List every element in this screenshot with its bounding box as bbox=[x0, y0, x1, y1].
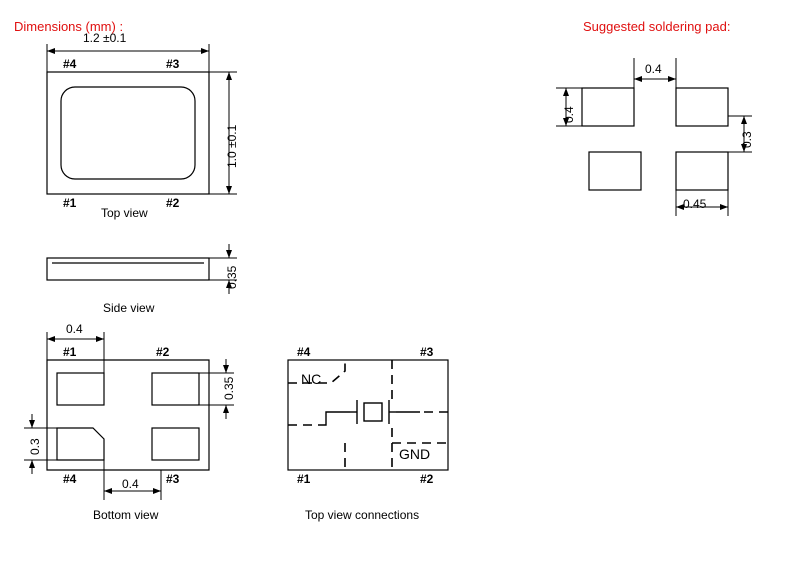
caption-top-view: Top view bbox=[101, 206, 148, 220]
top-view-width-label: 1.2 ±0.1 bbox=[83, 31, 127, 45]
top-view-pin-4: #4 bbox=[63, 57, 77, 71]
connections-pin-1: #1 bbox=[297, 472, 311, 486]
bottom-view-bottom-dim: 0.4 bbox=[122, 477, 139, 491]
connections-nc-label: NC bbox=[301, 371, 322, 387]
bottom-view-left-dim: 0.3 bbox=[28, 438, 42, 455]
heading-soldering-pad: Suggested soldering pad: bbox=[583, 19, 731, 34]
top-view-height-label: 1.0 ±0.1 bbox=[225, 124, 239, 168]
bottom-view-pin-1: #1 bbox=[63, 345, 77, 359]
soldering-right-height-label: 0.3 bbox=[740, 131, 754, 148]
soldering-gap-top-label: 0.4 bbox=[645, 62, 662, 76]
soldering-pads bbox=[582, 88, 728, 190]
connections-gnd-label: GND bbox=[399, 446, 431, 462]
top-view-outline bbox=[47, 72, 209, 194]
top-view-pin-2: #2 bbox=[166, 196, 180, 210]
top-view-pin-1: #1 bbox=[63, 196, 77, 210]
side-view-thickness-label: 0.35 bbox=[225, 265, 239, 289]
heading-dimensions: Dimensions (mm) : bbox=[14, 19, 124, 34]
bottom-view-top-dim: 0.4 bbox=[66, 322, 83, 336]
bottom-view-pin-3: #3 bbox=[166, 472, 180, 486]
caption-top-view-connections: Top view connections bbox=[305, 508, 420, 522]
top-view-pin-3: #3 bbox=[166, 57, 180, 71]
caption-bottom-view: Bottom view bbox=[93, 508, 159, 522]
soldering-left-height-label: 0.4 bbox=[562, 106, 576, 123]
bottom-view-outline bbox=[47, 360, 209, 470]
connections-pin-3: #3 bbox=[420, 345, 434, 359]
soldering-bottom-width-label: 0.45 bbox=[683, 197, 707, 211]
soldering-pad-dimensions bbox=[556, 58, 752, 216]
connections-pin-4: #4 bbox=[297, 345, 311, 359]
caption-side-view: Side view bbox=[103, 301, 155, 315]
bottom-view-pin-2: #2 bbox=[156, 345, 170, 359]
side-view-outline bbox=[47, 258, 209, 280]
connections-pin-2: #2 bbox=[420, 472, 434, 486]
bottom-view-right-dim: 0.35 bbox=[222, 376, 236, 400]
bottom-view-pin-4: #4 bbox=[63, 472, 77, 486]
